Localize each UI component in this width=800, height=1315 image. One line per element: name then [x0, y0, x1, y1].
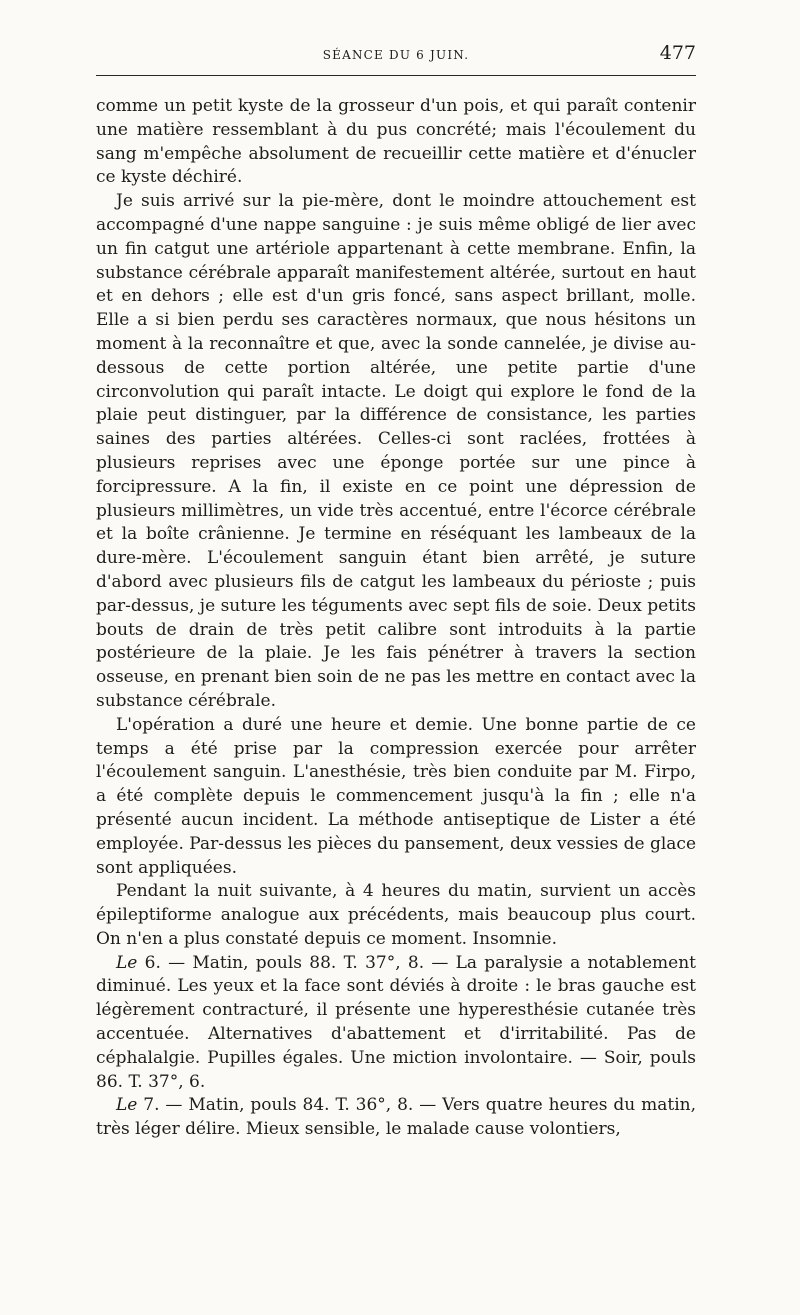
page-number: 477 — [659, 42, 696, 64]
paragraph-text: 6. — Matin, pouls 88. T. 37°, 8. — La paralysie a notablement diminué. Les yeux et la face sont déviés à droite : le bras gauche est légèrement contracturé, il présente une hyperesthésie cutanée très accentuée. Alternatives d'abattement et d'irritabilité. Pas de céphalalgie. Pupilles égales. Une miction involontaire. — Soir, pouls 86. T. 37°, 6. — [96, 952, 696, 1092]
paragraph-day-6 — [96, 952, 696, 1095]
paragraph-text: 7. — Matin, pouls 84. T. 36°, 8. — Vers quatre heures du matin, très léger délire. Mieux sensible, le malade cause volontiers, — [96, 1095, 696, 1140]
date-lead: Le — [116, 1095, 138, 1116]
paragraph-day-7 — [96, 1094, 696, 1142]
body-text — [96, 95, 696, 1142]
header-rule — [96, 75, 696, 76]
paragraph-continued-kyste — [96, 95, 696, 190]
date-lead: Le — [116, 952, 138, 973]
paragraph-text: comme un petit kyste de la grosseur d'un pois, et qui paraît contenir une matière ressemblant à du pus concrété; mais l'écoulement du sang m'empêche absolument de recueillir cette matière et d'énucler ce kyste déchiré. — [96, 96, 696, 188]
paragraph-text: L'opération a duré une heure et demie. Une bonne partie de ce temps a été prise par la compression exercée pour arrêter l'écoulement sanguin. L'anesthésie, très bien conduite par M. Firpo, a été complète depuis le commencement jusqu'à la fin ; elle n'a présenté aucun incident. La méthode antiseptique de Lister a été employée. Par-dessus les pièces du pansement, deux vessies de glace sont appliquées. — [96, 714, 696, 878]
paragraph-pie-mere — [96, 190, 696, 714]
running-title: SÉANCE DU 6 JUIN. — [322, 48, 470, 62]
paragraph-operation-duration — [96, 714, 696, 881]
paragraph-text: Pendant la nuit suivante, à 4 heures du matin, survient un accès épileptiforme analogue aux précédents, mais beaucoup plus court. On n'en a plus constaté depuis ce moment. Insomnie. — [96, 881, 696, 949]
paragraph-night — [96, 880, 696, 951]
running-head — [96, 42, 696, 68]
paragraph-text: Je suis arrivé sur la pie-mère, dont le moindre attouchement est accompagné d'une nappe sanguine : je suis même obligé de lier avec un fin catgut une artériole appartenant à cette membrane. Enfin, la substance cérébrale apparaît manifestement altérée, surtout en haut et en dehors ; elle est d'un gris foncé, sans aspect brillant, molle. Elle a si bien perdu ses caractères normaux, que nous hésitons un moment à la reconnaître et que, avec la sonde cannelée, je divise au-dessous de cette portion altérée, une petite partie d'une circonvolution qui paraît intacte. Le doigt qui explore le fond de la plaie peut distinguer, par la différence de consistance, les parties saines des parties altérées. Celles-ci sont raclées, frottées à plusieurs reprises avec une éponge portée sur une pince à forcipressure. A la fin, il existe en ce point une dépression de plusieurs millimètres, un vide très accentué, entre l'écorce cérébrale et la boîte crânienne. Je termine en réséquant les lambeaux de la dure-mère. L'écoulement sanguin étant bien arrêté, je suture d'abord avec plusieurs fils de catgut les lambeaux du périoste ; puis par-dessus, je suture les téguments avec sept fils de soie. Deux petits bouts de drain de très petit calibre sont introduits à la partie postérieure de la plaie. Je les fais pénétrer à travers la section osseuse, en prenant bien soin de ne pas les mettre en contact avec la substance cérébrale. — [96, 191, 696, 711]
